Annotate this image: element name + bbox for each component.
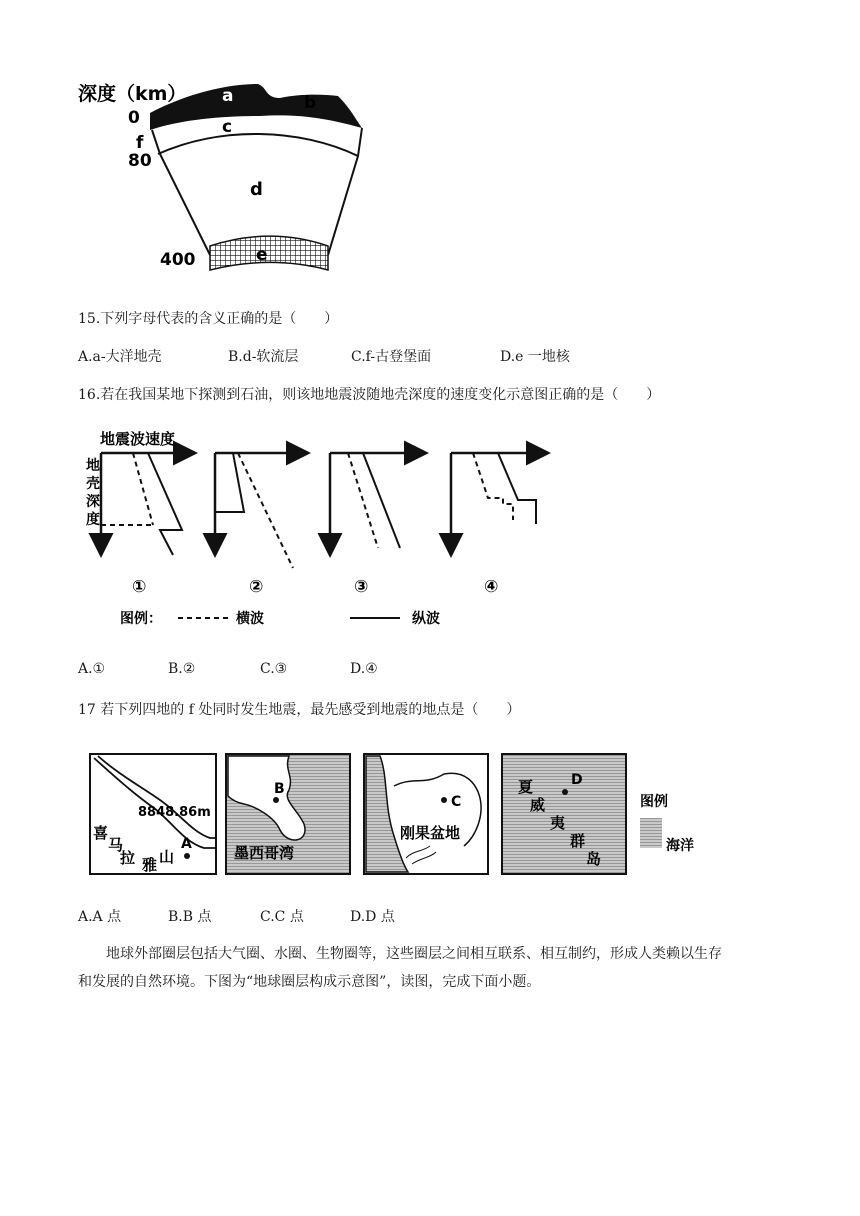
graph-2-number: ②	[249, 577, 264, 597]
map-congo-basin	[364, 754, 488, 874]
graph-3-number: ③	[354, 577, 369, 597]
ocean-legend-swatch	[640, 818, 662, 848]
svg-text:e: e	[256, 245, 268, 265]
svg-text:d: d	[250, 179, 263, 200]
svg-text:喜: 喜	[93, 824, 109, 842]
q16-option-a[interactable]: A.①	[78, 661, 106, 677]
svg-text:马: 马	[108, 836, 124, 854]
axis-x-label: 地震波速度	[100, 430, 176, 448]
s-wave-legend-label: 横波	[236, 611, 264, 627]
svg-text:雅: 雅	[142, 856, 158, 874]
q15-option-b[interactable]: B.d-软流层	[228, 349, 299, 365]
point-a-label: A	[181, 836, 192, 852]
moho-boundary	[158, 134, 358, 156]
congo-basin-label: 刚果盆地	[400, 824, 461, 842]
seismic-wave-graphs	[78, 420, 578, 635]
point-a-marker	[184, 853, 190, 859]
q17-option-c[interactable]: C.C 点	[260, 909, 304, 925]
svg-text:威: 威	[530, 796, 546, 814]
svg-text:a: a	[222, 86, 234, 106]
point-b-marker	[273, 797, 279, 803]
q16-option-c[interactable]: C.③	[260, 661, 288, 677]
svg-text:岛: 岛	[586, 850, 602, 868]
svg-text:c: c	[222, 117, 233, 137]
svg-text:b: b	[304, 93, 317, 113]
q16-option-b[interactable]: B.②	[168, 661, 196, 677]
svg-text:度: 度	[86, 512, 100, 528]
question-17-stem: 17 若下列四地的 f 处同时发生地震，最先感受到地震的地点是（ ）	[78, 702, 521, 718]
graph-1	[101, 453, 193, 555]
map-gulf-of-mexico	[226, 754, 350, 874]
everest-elevation: 8848.86m	[138, 805, 211, 820]
question-16-stem: 16.若在我国某地下探测到石油，则该地地震波随地壳深度的速度变化示意图正确的是（ ）	[78, 387, 661, 403]
point-b-label: B	[274, 781, 285, 797]
graph-4	[451, 453, 546, 553]
q17-option-d[interactable]: D.D 点	[350, 909, 395, 925]
p-wave-legend-label: 纵波	[412, 611, 440, 627]
e-layer-hatched	[210, 236, 328, 270]
gulf-of-mexico-label: 墨西哥湾	[234, 844, 295, 862]
q16-option-d[interactable]: D.④	[350, 661, 378, 677]
svg-text:深: 深	[86, 494, 100, 510]
location-maps	[84, 746, 724, 880]
q15-option-d[interactable]: D.e 一地核	[500, 349, 570, 365]
earth-layers-figure	[70, 70, 380, 290]
map-himalaya	[90, 754, 216, 874]
svg-text:壳: 壳	[86, 476, 100, 492]
svg-text:夏: 夏	[518, 778, 534, 796]
map-legend-title: 图例	[640, 794, 668, 810]
map-hawaii	[502, 754, 626, 874]
depth-title: 深度（km）	[78, 83, 187, 105]
svg-text:80: 80	[128, 151, 152, 171]
wave-legend-title: 图例：	[120, 611, 162, 627]
svg-text:夷: 夷	[550, 814, 566, 832]
svg-text:f: f	[136, 133, 144, 153]
question-15-stem: 15.下列字母代表的含义正确的是（ ）	[78, 311, 339, 327]
graph-4-number: ④	[484, 577, 499, 597]
point-d-label: D	[571, 772, 583, 788]
svg-text:群: 群	[570, 832, 586, 850]
point-c-marker	[441, 797, 447, 803]
svg-text:0: 0	[128, 108, 140, 128]
graph-1-number: ①	[132, 577, 147, 597]
svg-text:拉: 拉	[120, 849, 136, 867]
point-c-label: C	[451, 794, 462, 810]
q15-option-a[interactable]: A.a-大洋地壳	[78, 349, 162, 365]
q17-option-a[interactable]: A.A 点	[78, 909, 122, 925]
graph-2	[215, 453, 306, 568]
q17-option-b[interactable]: B.B 点	[168, 909, 212, 925]
point-d-marker	[562, 789, 568, 795]
intro-paragraph: 地球外部圈层包括大气圈、水圈、生物圈等，这些圈层之间相互联系、相互制约，形成人类赖以生存 和发展的自然环境。下图为“地球圈层构成示意图”，读图，完成下面小题。	[78, 946, 722, 990]
graph-3	[330, 453, 424, 553]
svg-text:山: 山	[159, 848, 175, 866]
q15-option-c[interactable]: C.f-古登堡面	[351, 349, 432, 365]
svg-text:地: 地	[86, 458, 100, 474]
svg-text:400: 400	[160, 250, 196, 270]
ocean-legend-label: 海洋	[666, 838, 694, 854]
